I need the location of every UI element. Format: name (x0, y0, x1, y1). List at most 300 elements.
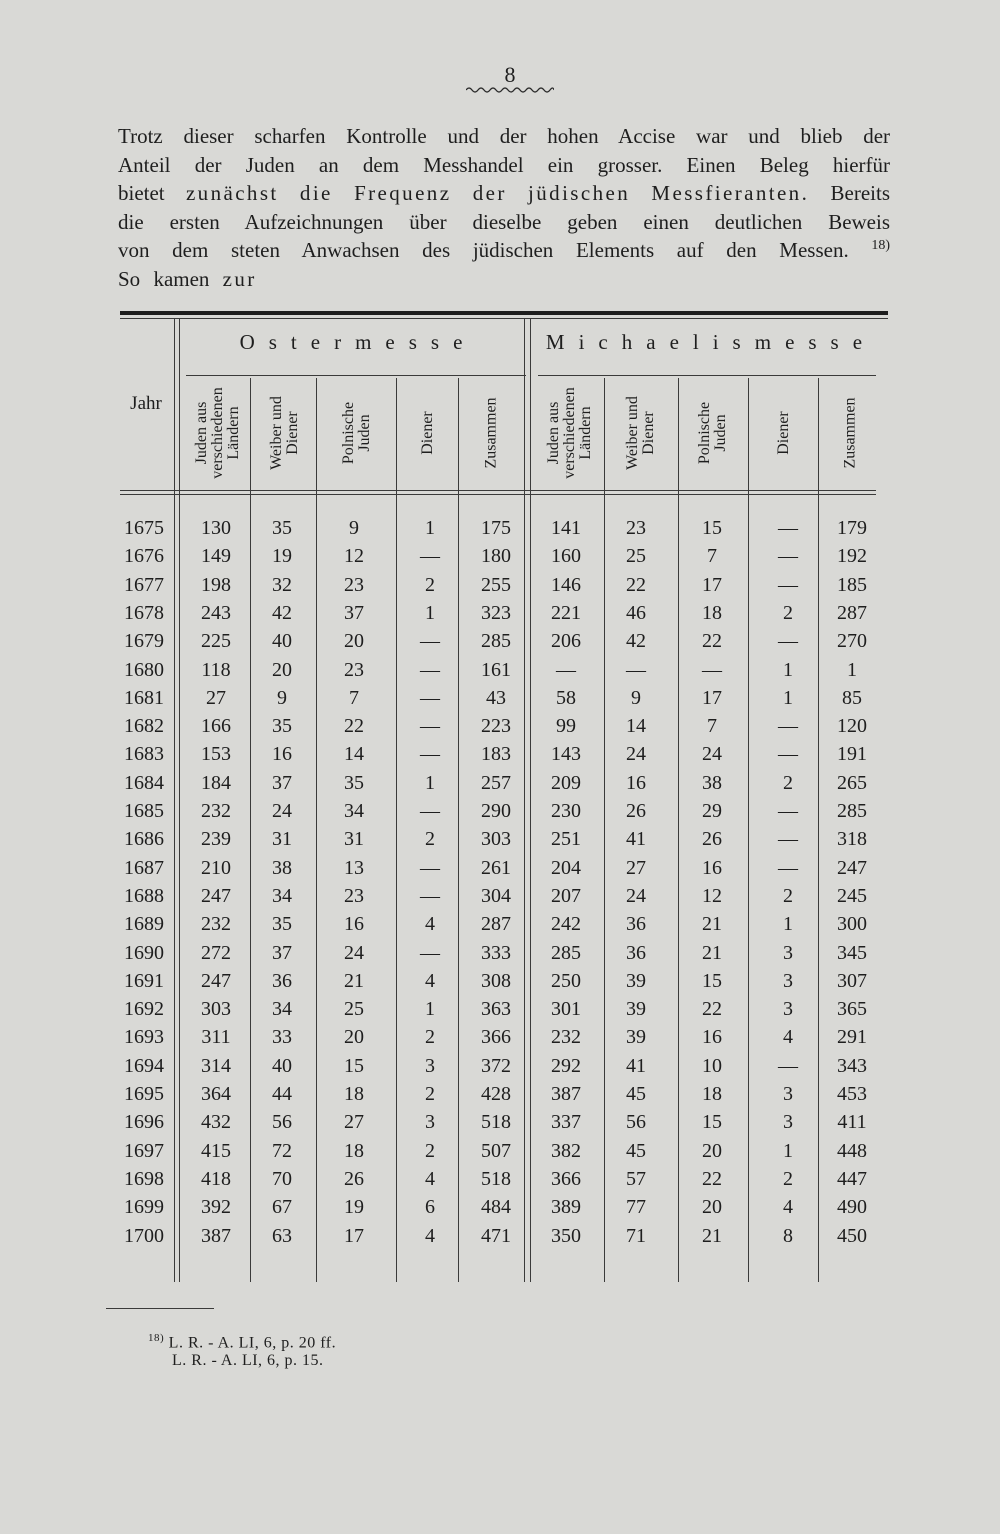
column-header (398, 378, 458, 488)
word: der (194, 152, 222, 177)
table-cell: 20 (702, 1196, 722, 1219)
table-cell: 146 (551, 573, 581, 596)
table-cell: 149 (201, 545, 231, 568)
table-cell: 15 (702, 969, 722, 992)
column-divider (250, 378, 251, 1282)
table-cell: — (556, 658, 576, 681)
table-cell: 99 (556, 715, 576, 738)
footnote-2 (172, 1352, 324, 1370)
year-cell: 1678 (124, 601, 164, 624)
word: die (299, 181, 333, 205)
table-cell: 345 (837, 941, 867, 964)
table-cell: — (778, 573, 798, 596)
word: kamen (153, 266, 210, 291)
column-header (186, 378, 250, 488)
word: zunächst (185, 181, 279, 205)
column-divider (530, 318, 531, 1282)
column-divider (316, 378, 317, 1282)
table-cell: 1 (425, 601, 435, 624)
table-cell: 2 (783, 1167, 793, 1190)
table-cell: 31 (272, 828, 292, 851)
table-cell: — (420, 800, 440, 822)
table-cell: 4 (783, 1026, 793, 1049)
table-cell: — (778, 800, 798, 822)
table-cell: — (778, 545, 798, 568)
column-divider (818, 378, 819, 1282)
table-cell: 223 (481, 715, 511, 738)
word: Juden (245, 152, 295, 177)
table-cell: 1 (783, 913, 793, 936)
column-header-label: Polnische Juden (340, 401, 373, 465)
table-cell: 26 (626, 800, 646, 822)
paragraph-line (118, 208, 890, 237)
table-cell: 232 (201, 913, 231, 936)
table-cell: 166 (201, 715, 231, 738)
table-cell: 58 (556, 686, 576, 709)
word: Accise (618, 124, 676, 148)
table-cell: 291 (837, 1026, 867, 1049)
table-cell: 153 (201, 743, 231, 766)
table-cell: 42 (626, 630, 646, 653)
table-cell: 20 (702, 1139, 722, 1162)
table-cell: 12 (702, 884, 722, 907)
table-cell: 33 (272, 1026, 292, 1049)
table-cell: 471 (481, 1224, 511, 1247)
paragraph-line (118, 179, 890, 208)
table-cell: 518 (481, 1111, 511, 1134)
table-cell: 185 (837, 573, 867, 596)
table-cell: 17 (702, 573, 722, 596)
word: an (318, 152, 339, 177)
table-cell: 34 (272, 998, 292, 1021)
table-cell: 4 (425, 913, 435, 936)
table-cell: 270 (837, 630, 867, 653)
table-cell: 285 (837, 800, 867, 822)
table-cell: 21 (702, 913, 722, 936)
table-cell: 285 (551, 941, 581, 964)
table-cell: 39 (626, 969, 646, 992)
table-cell: 221 (551, 601, 581, 624)
header-bottom-rule (120, 490, 876, 491)
year-cell: 1677 (124, 573, 164, 596)
table-cell: 34 (344, 800, 364, 822)
table-cell: 180 (481, 545, 511, 568)
table-cell: 206 (551, 630, 581, 653)
group-rule-ostermesse (186, 375, 526, 376)
table-cell: 3 (425, 1111, 435, 1134)
table-cell: 31 (344, 828, 364, 851)
word: Anwachsen (301, 238, 400, 262)
word: der (863, 124, 891, 148)
footnote-marker: 18) (148, 1332, 165, 1344)
table-cell: 7 (349, 686, 359, 709)
table-cell: 36 (626, 913, 646, 936)
table-cell: 15 (344, 1054, 364, 1077)
word: bietet (118, 181, 165, 205)
year-cell: 1687 (124, 856, 164, 879)
table-cell: 40 (272, 1054, 292, 1077)
table-cell: 6 (425, 1196, 435, 1219)
word: ersten (169, 209, 220, 234)
table-cell: 3 (783, 1111, 793, 1134)
table-cell: 447 (837, 1167, 867, 1190)
table-cell: 19 (344, 1196, 364, 1219)
table-cell: 27 (626, 856, 646, 879)
word: Elements (575, 238, 655, 262)
table-cell: 432 (201, 1111, 231, 1134)
table-cell: 23 (344, 884, 364, 907)
table-cell: 292 (551, 1054, 581, 1077)
column-header-label: Diener (775, 411, 792, 455)
table-cell: 24 (626, 884, 646, 907)
word: blieb (800, 124, 843, 148)
word: Messfieranten. (651, 181, 810, 205)
column-header-label: Zusammen (483, 397, 500, 469)
table-cell: 12 (344, 545, 364, 568)
word: der (499, 124, 527, 148)
table-cell: 4 (425, 1167, 435, 1190)
table-cell: 303 (481, 828, 511, 851)
table-cell: 37 (344, 601, 364, 624)
header-bottom-rule-2 (120, 494, 876, 495)
year-cell: 1682 (124, 715, 164, 738)
table-cell: — (420, 856, 440, 879)
table-cell: 23 (626, 517, 646, 539)
table-cell: 4 (425, 1224, 435, 1247)
table-cell: 44 (272, 1083, 292, 1105)
table-cell: 210 (201, 856, 231, 879)
table-cell: 120 (837, 715, 867, 738)
table-cell: 35 (272, 715, 292, 738)
table-cell: 191 (837, 743, 867, 766)
table-cell: 13 (344, 856, 364, 879)
table-cell: 242 (551, 913, 581, 936)
table-cell: 57 (626, 1167, 646, 1190)
table-cell: 9 (631, 686, 641, 709)
table-cell: 1 (783, 1139, 793, 1162)
year-cell: 1684 (124, 771, 164, 794)
table-cell: 365 (837, 998, 867, 1021)
table-cell: 366 (481, 1026, 511, 1049)
table-cell: 301 (551, 998, 581, 1021)
table-cell: 37 (272, 941, 292, 964)
table-cell: 2 (425, 828, 435, 851)
table-cell: 22 (344, 715, 364, 738)
year-cell: 1685 (124, 800, 164, 822)
table-cell: 46 (626, 601, 646, 624)
table-cell: 175 (481, 517, 511, 539)
table-cell: 72 (272, 1139, 292, 1162)
table-cell: 251 (551, 828, 581, 851)
table-cell: 118 (201, 658, 231, 681)
year-cell: 1683 (124, 743, 164, 766)
table-cell: 247 (201, 884, 231, 907)
table-cell: 411 (837, 1111, 867, 1134)
table-cell: 225 (201, 630, 231, 653)
table-cell: 243 (201, 601, 231, 624)
table-cell: 3 (425, 1054, 435, 1077)
table-cell: 20 (344, 630, 364, 653)
word: auf (676, 238, 704, 262)
table-cell: 1 (847, 658, 857, 681)
column-header (750, 378, 818, 488)
footnote-text-2: L. R. - A. LI, 6, p. 15. (172, 1352, 324, 1369)
table-cell: 39 (626, 998, 646, 1021)
word: dem (362, 152, 400, 177)
table-cell: 16 (702, 856, 722, 879)
footnote-1 (148, 1332, 336, 1352)
page-number: 8 (504, 62, 516, 87)
year-cell: 1690 (124, 941, 164, 964)
table-cell: 415 (201, 1139, 231, 1162)
table-cell: 38 (272, 856, 292, 879)
table-cell: 314 (201, 1054, 231, 1077)
table-cell: 198 (201, 573, 231, 596)
table-cell: 308 (481, 969, 511, 992)
table-cell: 247 (201, 969, 231, 992)
table-cell: 287 (481, 913, 511, 936)
table-cell: — (778, 630, 798, 653)
year-cell: 1681 (124, 686, 164, 709)
table-cell: 448 (837, 1139, 867, 1162)
column-divider (179, 318, 180, 1282)
table-cell: 363 (481, 998, 511, 1021)
year-cell: 1695 (124, 1083, 164, 1105)
table-cell: 2 (425, 1083, 435, 1105)
table-cell: 16 (626, 771, 646, 794)
table-cell: 8 (783, 1224, 793, 1247)
table-cell: 490 (837, 1196, 867, 1219)
column-divider (748, 378, 749, 1282)
word: den (726, 238, 757, 262)
year-cell: 1689 (124, 913, 164, 936)
table-cell: 67 (272, 1196, 292, 1219)
table-cell: 9 (349, 517, 359, 539)
year-cell: 1679 (124, 630, 164, 653)
table-cell: — (420, 884, 440, 907)
word: geben (567, 209, 618, 234)
word: Messhandel (423, 152, 524, 177)
table-cell: 25 (344, 998, 364, 1021)
table-cell: 303 (201, 998, 231, 1021)
table-cell: 184 (201, 771, 231, 794)
intro-paragraph (118, 122, 890, 293)
footnote-text-1: L. R. - A. LI, 6, p. 20 ff. (168, 1334, 337, 1352)
table-cell: 41 (626, 828, 646, 851)
table-cell: 2 (425, 1139, 435, 1162)
table-cell: 20 (272, 658, 292, 681)
footnote-reference: 18) (871, 238, 891, 253)
table-cell: 372 (481, 1054, 511, 1077)
table-cell: 26 (344, 1167, 364, 1190)
table-cell: 32 (272, 573, 292, 596)
table-cell: 204 (551, 856, 581, 879)
column-header-label: Diener (419, 411, 436, 455)
table-cell: 3 (783, 998, 793, 1021)
word: steten (231, 238, 280, 262)
word: und (748, 124, 780, 148)
table-cell: 337 (551, 1111, 581, 1134)
table-cell: 38 (702, 771, 722, 794)
table-cell: 16 (702, 1026, 722, 1049)
table-cell: — (420, 658, 440, 681)
table-cell: 300 (837, 913, 867, 936)
table-cell: 63 (272, 1224, 292, 1247)
column-divider (174, 318, 175, 1282)
table-cell: 14 (626, 715, 646, 738)
year-cell: 1699 (124, 1196, 164, 1219)
year-cell: 1675 (124, 517, 164, 539)
table-cell: 24 (626, 743, 646, 766)
table-cell: 45 (626, 1139, 646, 1162)
table-cell: 3 (783, 941, 793, 964)
column-header (253, 378, 316, 488)
table-cell: 14 (344, 743, 364, 766)
table-cell: 15 (702, 517, 722, 539)
word: jüdischen (528, 181, 631, 205)
table-cell: — (778, 828, 798, 851)
table-cell: 1 (425, 771, 435, 794)
column-header (680, 378, 746, 488)
table-cell: 15 (702, 1111, 722, 1134)
table-cell: 285 (481, 630, 511, 653)
table-cell: 29 (702, 800, 722, 822)
table-cell: 22 (702, 998, 722, 1021)
table-cell: — (420, 715, 440, 738)
table-cell: 22 (626, 573, 646, 596)
table-cell: — (420, 630, 440, 653)
year-cell: 1698 (124, 1167, 164, 1190)
table-cell: 9 (277, 686, 287, 709)
table-cell: 21 (702, 1224, 722, 1247)
table-cell: 3 (783, 1083, 793, 1105)
word: Messen. (779, 238, 849, 262)
year-cell: 1686 (124, 828, 164, 851)
word: Frequenz (354, 181, 452, 205)
word: von (118, 238, 150, 262)
table-cell: 34 (272, 884, 292, 907)
table-cell: 307 (837, 969, 867, 992)
table-cell: 290 (481, 800, 511, 822)
table-cell: 382 (551, 1139, 581, 1162)
column-header (822, 378, 880, 488)
table-cell: 35 (344, 771, 364, 794)
table-cell: 24 (344, 941, 364, 964)
table-cell: 183 (481, 743, 511, 766)
word: zur (222, 266, 257, 291)
column-header-label: Juden aus verschiedenen Ländern (193, 387, 243, 479)
table-cell: 141 (551, 517, 581, 539)
table-cell: 484 (481, 1196, 511, 1219)
table-cell: 71 (626, 1224, 646, 1247)
group-header-ostermesse: Ostermesse (239, 330, 477, 354)
table-cell: — (420, 686, 440, 709)
table-cell: 247 (837, 856, 867, 879)
year-cell: 1694 (124, 1054, 164, 1077)
table-cell: 19 (272, 545, 292, 568)
word: grosser. (597, 152, 663, 177)
table-cell: 43 (486, 686, 506, 709)
table-cell: 2 (783, 884, 793, 907)
table-cell: 37 (272, 771, 292, 794)
table-cell: 23 (344, 658, 364, 681)
table-cell: 304 (481, 884, 511, 907)
table-cell: 364 (201, 1083, 231, 1105)
year-cell: 1700 (124, 1224, 164, 1247)
word: Kontrolle (346, 124, 427, 148)
word: war (696, 124, 728, 148)
table-cell: 35 (272, 517, 292, 539)
table-cell: 1 (783, 658, 793, 681)
table-cell: 428 (481, 1083, 511, 1105)
table-cell: 343 (837, 1054, 867, 1077)
table-cell: 40 (272, 630, 292, 653)
word: So (118, 266, 141, 291)
table-cell: 18 (344, 1139, 364, 1162)
table-cell: 85 (842, 686, 862, 709)
table-cell: 7 (707, 545, 717, 568)
table-cell: — (778, 715, 798, 738)
table-cell: 1 (425, 998, 435, 1021)
group-header-michaelismesse: Michaelismesse (545, 330, 877, 354)
column-header (538, 378, 602, 488)
table-cell: — (702, 658, 722, 681)
table-cell: 2 (425, 1026, 435, 1049)
column-divider (604, 378, 605, 1282)
paragraph-line (118, 236, 890, 265)
table-cell: 1 (425, 517, 435, 539)
table-top-rule-thin (120, 318, 888, 319)
year-cell: 1697 (124, 1139, 164, 1162)
table-cell: 45 (626, 1083, 646, 1105)
word: dieser (183, 124, 234, 148)
word: über (409, 209, 447, 234)
word: hohen (547, 124, 599, 148)
word: die (118, 209, 144, 234)
table-cell: 21 (702, 941, 722, 964)
table-cell: 507 (481, 1139, 511, 1162)
table-cell: 18 (344, 1083, 364, 1105)
word: Aufzeichnungen (244, 209, 384, 234)
table-cell: 265 (837, 771, 867, 794)
word: hierfür (832, 152, 891, 177)
table-cell: 232 (551, 1026, 581, 1049)
table-top-rule (120, 311, 888, 315)
word: jüdischen (472, 238, 554, 262)
table-cell: 333 (481, 941, 511, 964)
word: scharfen (254, 124, 326, 148)
year-cell: 1676 (124, 545, 164, 568)
word: Trotz (118, 124, 163, 148)
word: einen (643, 209, 689, 234)
column-header-label: Zusammen (842, 397, 859, 469)
year-cell: 1693 (124, 1026, 164, 1049)
table-cell: 311 (201, 1026, 231, 1049)
table-cell: 17 (702, 686, 722, 709)
table-cell: 56 (272, 1111, 292, 1134)
paragraph-line (118, 122, 890, 151)
table-cell: 350 (551, 1224, 581, 1247)
column-divider (678, 378, 679, 1282)
column-header-label: Polnische Juden (696, 401, 729, 465)
column-header-label: Juden aus verschiedenen Ländern (545, 387, 595, 479)
year-cell: 1688 (124, 884, 164, 907)
footnote-rule (106, 1308, 214, 1309)
table-cell: 17 (344, 1224, 364, 1247)
table-cell: 36 (272, 969, 292, 992)
table-cell: 143 (551, 743, 581, 766)
table-cell: 20 (344, 1026, 364, 1049)
